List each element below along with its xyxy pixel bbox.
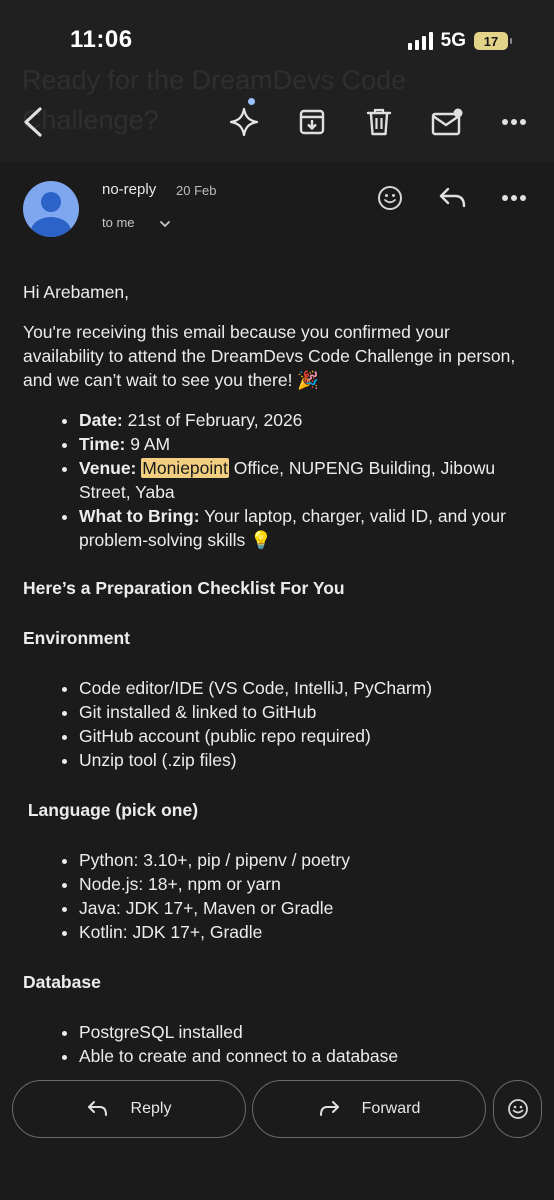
recipient-label[interactable]: to me	[102, 215, 135, 230]
email-subject: Ready for the DreamDevs Code Challenge?	[22, 65, 407, 135]
list-item: • Able to create and connect to a database	[79, 1044, 518, 1068]
detail-label: Venue:	[79, 458, 137, 478]
list-item: • PostgreSQL installed	[79, 1020, 518, 1044]
detail-label: Date:	[79, 410, 123, 430]
add-reaction-icon[interactable]	[376, 184, 404, 212]
sender-name[interactable]: no-reply	[102, 181, 157, 198]
forward-icon	[318, 1100, 340, 1118]
list-item: • GitHub account (public repo required)	[79, 724, 518, 748]
greeting: Hi Arebamen,	[23, 282, 130, 302]
detail-label: What to Bring:	[79, 506, 200, 526]
detail-value: Office, NUPENG Building, Jibowu Street, Yaba	[79, 458, 496, 502]
status-indicators	[408, 30, 508, 52]
archive-icon[interactable]	[296, 106, 328, 138]
smiley-icon	[507, 1098, 529, 1120]
more-icon[interactable]	[499, 108, 529, 136]
emoji-reaction-button[interactable]	[493, 1080, 542, 1138]
intro-paragraph: You're receiving this email because you confirmed your availability to attend the DreamDevs Code Challenge in person, and we can’t wait to see you there! 🎉	[23, 322, 516, 390]
section-heading-environment: Environment	[23, 628, 130, 648]
highlighted-text[interactable]: Moniepoint	[142, 458, 228, 478]
list-item: • Python: 3.10+, pip / pipenv / poetry	[79, 848, 518, 872]
battery-level: 17	[483, 33, 499, 49]
list-item	[79, 456, 518, 504]
environment-list	[23, 676, 518, 772]
list-item	[79, 504, 518, 552]
list-item: • Java: JDK 17+, Maven or Gradle	[79, 896, 518, 920]
language-list	[23, 848, 518, 944]
detail-value: 21st of February, 2026	[122, 410, 303, 430]
list-item	[79, 408, 518, 432]
message-more-icon[interactable]	[499, 186, 529, 210]
mark-unread-icon[interactable]	[430, 106, 464, 138]
reply-icon	[87, 1100, 109, 1118]
reply-icon[interactable]	[437, 184, 469, 212]
detail-label: Time:	[79, 434, 126, 454]
section-heading-language: Language (pick one)	[23, 800, 199, 820]
delete-icon[interactable]	[364, 106, 394, 138]
list-item: • Kotlin: JDK 17+, Gradle	[79, 920, 518, 944]
email-body	[23, 280, 518, 1068]
notification-dot	[248, 98, 255, 105]
chevron-down-icon[interactable]	[158, 216, 172, 235]
back-arrow-icon[interactable]	[16, 104, 50, 140]
signal-icon	[408, 32, 433, 50]
network-type: 5G	[440, 30, 466, 51]
list-item: • Git installed & linked to GitHub	[79, 700, 518, 724]
list-item: • Code editor/IDE (VS Code, IntelliJ, PyCharm)	[79, 676, 518, 700]
list-item	[79, 432, 518, 456]
forward-button[interactable]	[252, 1080, 486, 1138]
sent-date: 20 Feb	[176, 183, 217, 198]
avatar[interactable]	[23, 181, 79, 237]
section-heading-database: Database	[23, 972, 101, 992]
event-details-list	[23, 408, 518, 552]
reply-button[interactable]	[12, 1080, 246, 1138]
detail-value: Your laptop, charger, valid ID, and your problem-solving skills 💡	[79, 506, 506, 550]
detail-value: 9 AM	[125, 434, 171, 454]
status-time: 11:06	[70, 26, 133, 53]
list-item: • Unzip tool (.zip files)	[79, 748, 518, 772]
battery-icon	[474, 32, 508, 50]
sparkle-icon[interactable]	[226, 104, 262, 140]
list-item: • Node.js: 18+, npm or yarn	[79, 872, 518, 896]
reply-label: Reply	[130, 1100, 172, 1117]
checklist-heading: Here’s a Preparation Checklist For You	[23, 578, 345, 598]
database-list	[23, 1020, 518, 1068]
forward-label: Forward	[361, 1100, 421, 1117]
